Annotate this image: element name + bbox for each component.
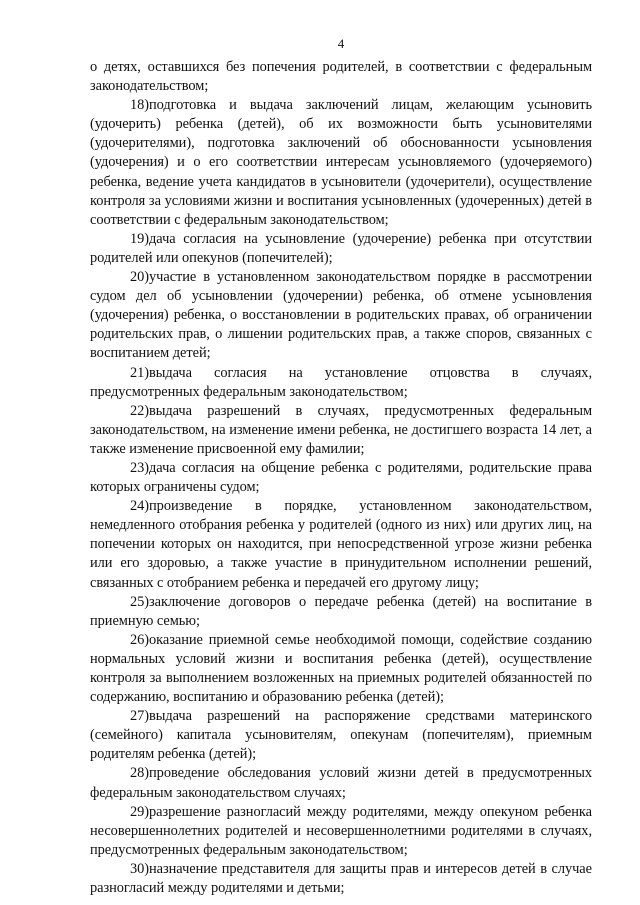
page-number: 4 xyxy=(337,36,345,51)
paragraph-item-30: 30)назначение представителя для защиты прав и интересов детей в случае разногласий между родителями и детьми; xyxy=(90,860,592,897)
paragraph-continuation: о детях, оставшихся без попечения родителей, в соответствии с федеральным законодательством; xyxy=(90,59,592,95)
paragraph-item-24: 24)произведение в порядке, установленном законодательством, немедленного отобрания ребенка у родителей (одного из них) или других лиц, на попечении которых он находится, при непосредственной угрозе жизни ребенка или его здоровью, а также участие в принудительном исполнении решений, связанных с отобранием ребенка и передачей его другому лицу; xyxy=(90,498,592,591)
paragraph-item-23: 23)дача согласия на общение ребенка с родителями, родительские права которых ограничены судом; xyxy=(90,459,592,496)
paragraph-item-19: 19)дача согласия на усыновление (удочерение) ребенка при отсутствии родителей или опекунов (попечителей); xyxy=(90,230,592,266)
paragraph-item-18: 18)подготовка и выдача заключений лицам, желающим усыновить (удочерить) ребенка (детей), об их возможности быть усыновителями (удочерителями), подготовка заключений об обоснованности усыновления (удочерения) и о его соответствии интересам усыновляемого (удочеряемого) ребенка, ведение учета кандидатов в усыновители (удочерители), осуществление контроля за условиями жизни и воспитания усыновленных (удочеренных) детей в соответствии с федеральным законодательством; xyxy=(90,97,592,228)
paragraph-item-28: 28)проведение обследования условий жизни детей в предусмотренных федеральным законодательством случаях; xyxy=(90,765,592,801)
document-body xyxy=(90,58,592,898)
paragraph-item-21: 21)выдача согласия на установление отцовства в случаях, предусмотренных федеральным законодательством; xyxy=(90,364,592,400)
paragraph-item-27: 27)выдача разрешений на распоряжение средствами материнского (семейного) капитала усыновителям, опекунам (попечителям), приемным родителям ребенка (детей); xyxy=(90,708,592,763)
paragraph-item-20: 20)участие в установленном законодательством порядке в рассмотрении судом дел об усыновлении (удочерении) ребенка, об отмене усыновления (удочерения) ребенка, о восстановлении в родительских правах, об ограничении родительских прав, о лишении родительских прав, а также споров, связанных с воспитанием детей; xyxy=(90,269,592,362)
paragraph-item-22: 22)выдача разрешений в случаях, предусмотренных федеральным законодательством, на изменение имени ребенка, не достигшего возраста 14 лет, а также изменение присвоенной ему фамилии; xyxy=(90,402,592,457)
paragraph-item-25: 25)заключение договоров о передаче ребенка (детей) на воспитание в приемную семью; xyxy=(90,593,592,629)
paragraph-item-29: 29)разрешение разногласий между родителями, между опекуном ребенка несовершеннолетних родителей и несовершеннолетними родителями в случаях, предусмотренных федеральным законодательством; xyxy=(90,803,592,858)
paragraph-item-26: 26)оказание приемной семье необходимой помощи, содействие созданию нормальных условий жизни и воспитания ребенка (детей), осуществление контроля за выполнением возложенных на приемных родителей обязанностей по содержанию, воспитанию и образованию ребенка (детей); xyxy=(90,631,592,706)
